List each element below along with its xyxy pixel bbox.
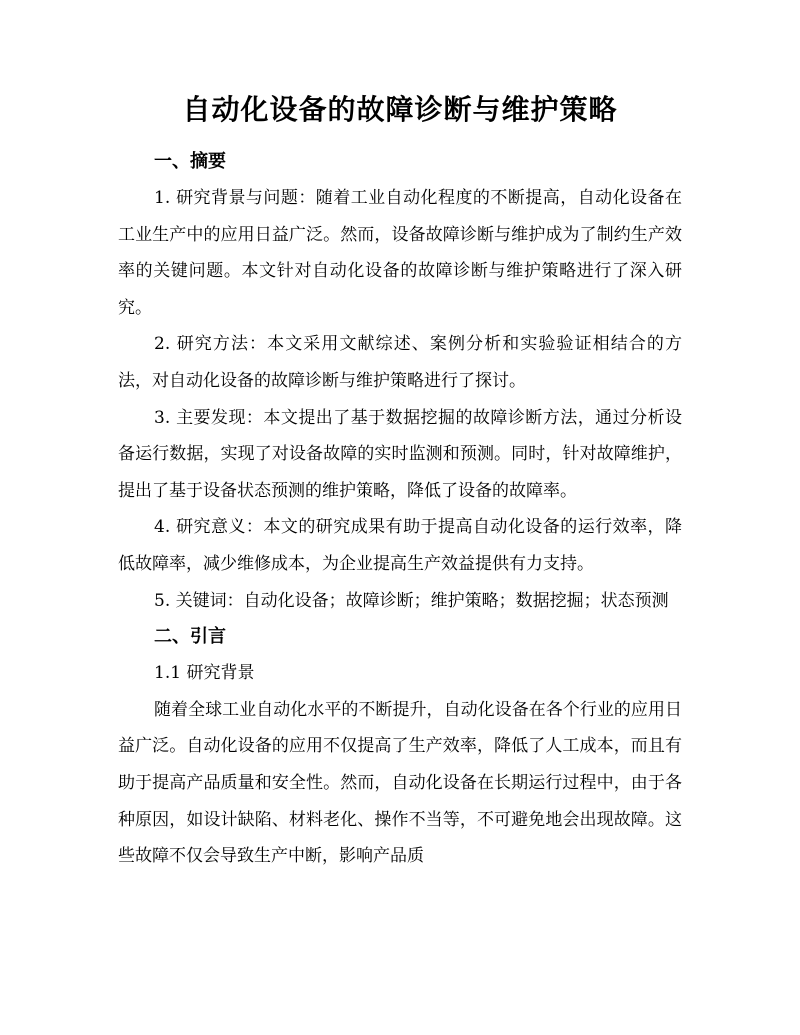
abstract-paragraph-method: 2. 研究方法：本文采用文献综述、案例分析和实验验证相结合的方法，对自动化设备的故障诊断与维护策略进行了探讨。 xyxy=(118,334,682,391)
abstract-paragraph-background: 1. 研究背景与问题：随着工业自动化程度的不断提高，自动化设备在工业生产中的应用日益广泛。然而，设备故障诊断与维护成为了制约生产效率的关键问题。本文针对自动化设备的故障诊断与维护策略进行了深入研究。 xyxy=(118,188,682,318)
abstract-paragraph-findings: 3. 主要发现：本文提出了基于数据挖掘的故障诊断方法，通过分析设备运行数据，实现了对设备故障的实时监测和预测。同时，针对故障维护，提出了基于设备状态预测的维护策略，降低了设备的故障率。 xyxy=(118,407,682,501)
abstract-paragraph-significance: 4. 研究意义：本文的研究成果有助于提高自动化设备的运行效率，降低故障率，减少维修成本，为企业提高生产效益提供有力支持。 xyxy=(118,517,682,574)
section-heading-introduction: 二、引言 xyxy=(154,626,226,648)
section-heading-abstract: 一、摘要 xyxy=(154,151,226,172)
abstract-paragraph-keywords: 5. 关键词：自动化设备；故障诊断；维护策略；数据挖掘；状态预测 xyxy=(154,590,669,611)
document-title: 自动化设备的故障诊断与维护策略 xyxy=(182,93,618,126)
section-introduction xyxy=(118,619,682,875)
section-abstract xyxy=(118,144,682,619)
introduction-paragraph: 随着全球工业自动化水平的不断提升，自动化设备在各个行业的应用日益广泛。自动化设备的应用不仅提高了生产效率，降低了人工成本，而且有助于提高产品质量和安全性。然而，自动化设备在长期运行过程中，由于各种原因，如设计缺陷、材料老化、操作不当等，不可避免地会出现故障。这些故障不仅会导致生产中断，影响产品质 xyxy=(118,699,682,867)
subheading-research-background: 1.1 研究背景 xyxy=(154,663,255,684)
